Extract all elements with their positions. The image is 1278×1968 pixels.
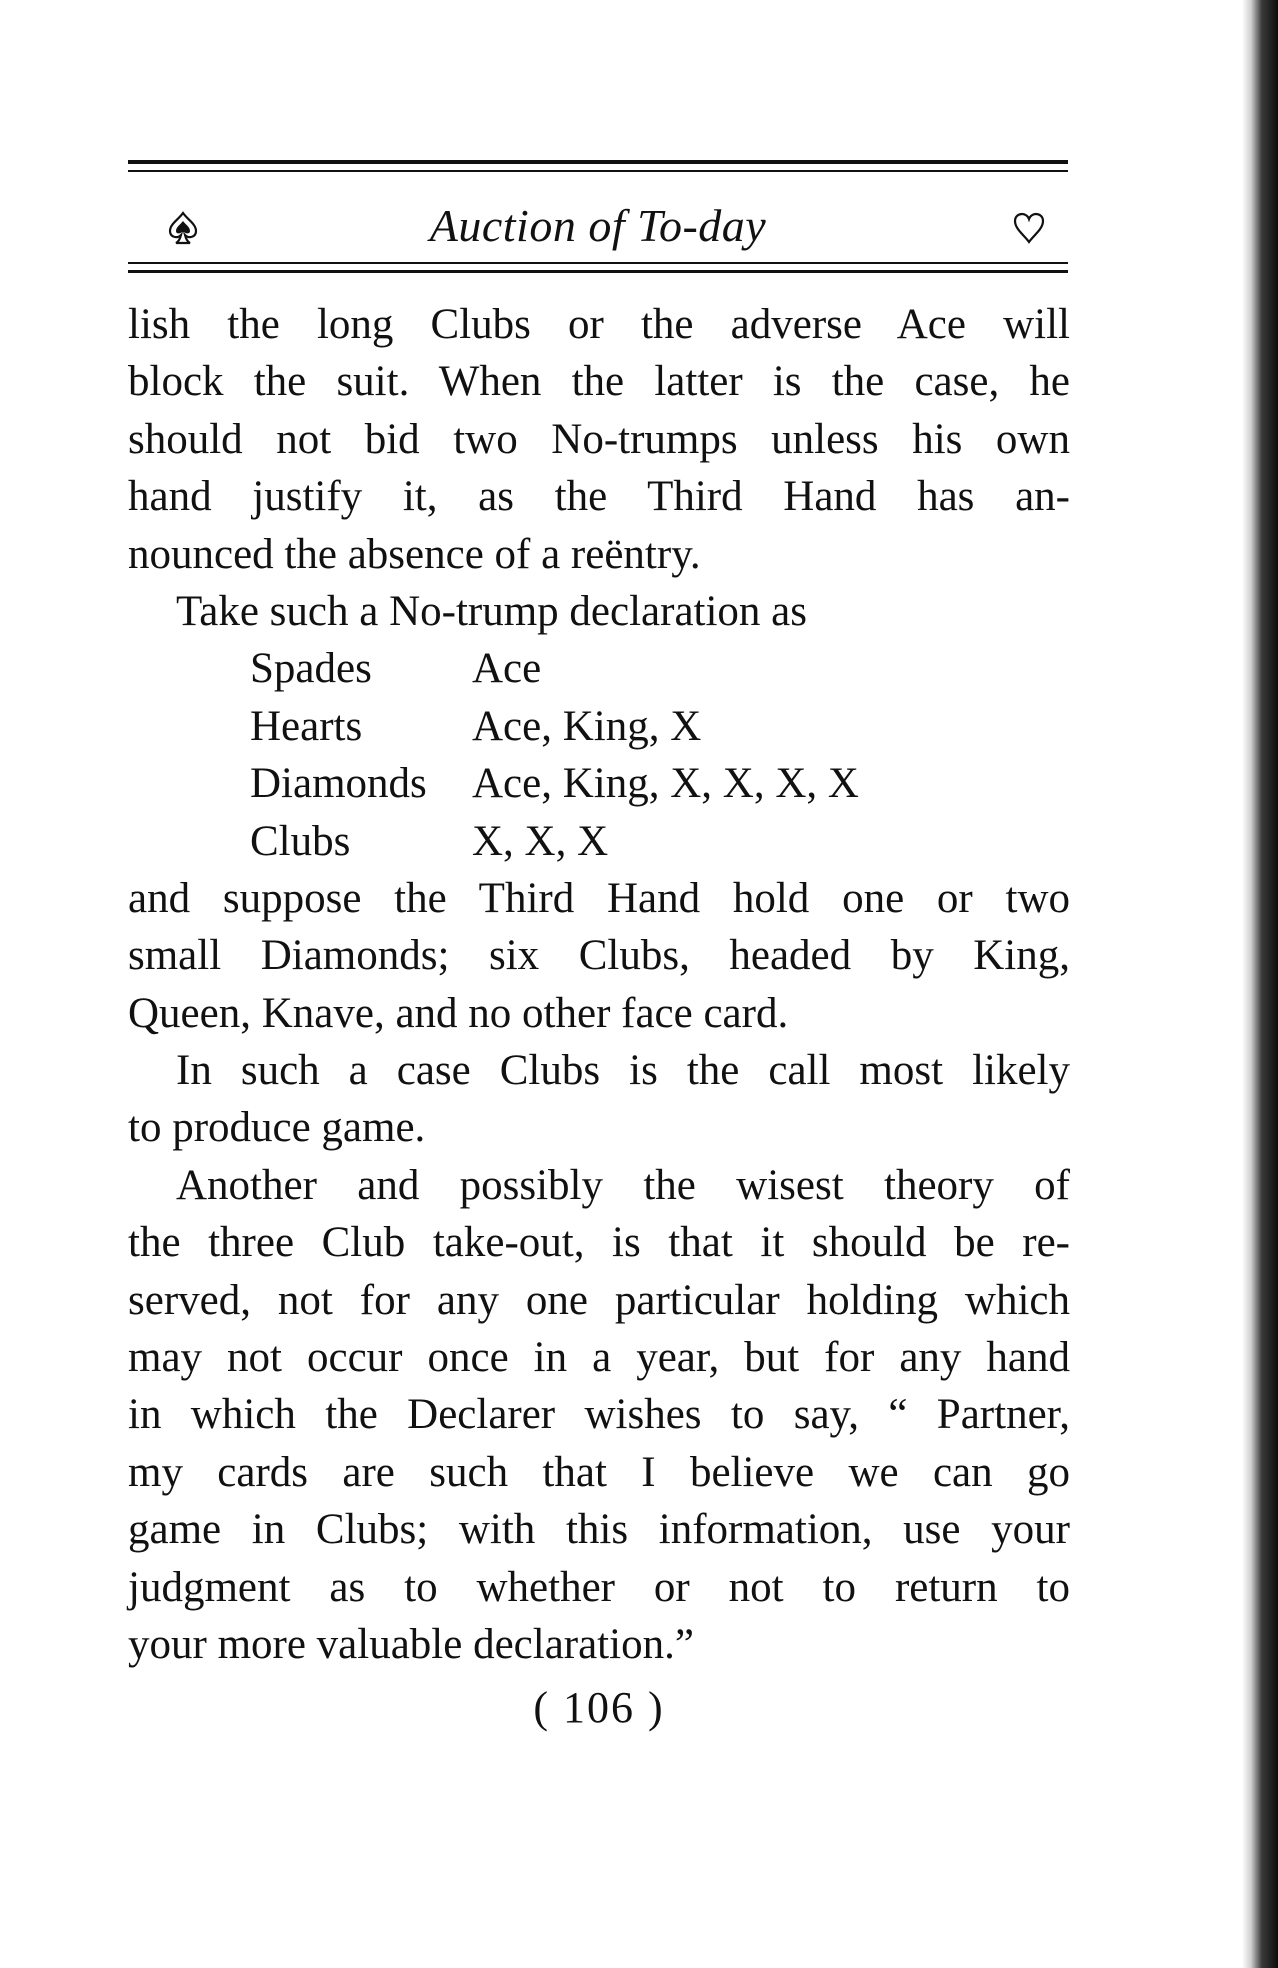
rule-thick	[128, 160, 1068, 164]
header-rule-bottom	[128, 262, 1068, 273]
text-line: game in Clubs; with this information, use your	[128, 1506, 1070, 1554]
hand-row-spades	[128, 640, 1070, 697]
text-line: small Diamonds; six Clubs, headed by King,	[128, 932, 1070, 980]
text-line: lish the long Clubs or the adverse Ace will	[128, 301, 1070, 348]
text-line: in which the Declarer wishes to say, “ Partner,	[128, 1391, 1070, 1439]
text-line: and suppose the Third Hand hold one or two	[128, 874, 1070, 922]
rule-thin	[128, 262, 1068, 264]
hand-cards: Ace, King, X, X, X, X	[472, 760, 859, 808]
rule-thick	[128, 270, 1068, 273]
running-head-title: Auction of To-day	[429, 200, 767, 251]
hand-table	[128, 640, 1070, 870]
hand-row-diamonds	[128, 755, 1070, 812]
running-head	[128, 195, 1068, 265]
text-line: your more valuable declaration.”	[128, 1620, 694, 1668]
text-line: Take such a No-trump declaration as	[176, 587, 807, 635]
text-line: Another and possibly the wisest theory of	[176, 1161, 1070, 1209]
text-line: served, not for any one particular holding which	[128, 1276, 1070, 1324]
hand-suit: Clubs	[250, 817, 351, 865]
text-line: to produce game.	[128, 1104, 426, 1152]
text-line: hand justify it, as the Third Hand has an-	[128, 473, 1070, 521]
header-rule-top	[128, 160, 1068, 172]
hand-cards: X, X, X	[472, 817, 609, 865]
hand-suit: Hearts	[250, 702, 363, 750]
hand-cards: Ace	[472, 645, 542, 693]
text-line: In such a case Clubs is the call most likely	[176, 1047, 1070, 1095]
text-line: judgment as to whether or not to return to	[128, 1563, 1070, 1611]
hand-row-clubs	[128, 813, 1070, 870]
body-text	[128, 296, 1070, 1673]
hand-suit: Diamonds	[250, 760, 427, 808]
text-line: should not bid two No-trumps unless his own	[128, 415, 1070, 463]
hand-row-hearts	[128, 698, 1070, 755]
text-line: my cards are such that I believe we can go	[128, 1448, 1070, 1496]
text-line: Queen, Knave, and no other face card.	[128, 989, 789, 1037]
text-line: may not occur once in a year, but for any hand	[128, 1334, 1070, 1382]
hand-suit: Spades	[250, 645, 372, 693]
text-line: the three Club take-out, is that it should be re-	[128, 1219, 1070, 1267]
hand-cards: Ace, King, X	[472, 702, 702, 750]
heart-icon	[1012, 211, 1046, 245]
text-line: block the suit. When the latter is the case, he	[128, 358, 1070, 406]
page-number: ( 106 )	[533, 1683, 665, 1732]
page-edge-shadow	[1242, 0, 1278, 1968]
text-line: nounced the absence of a reëntry.	[128, 530, 701, 578]
rule-thin	[128, 170, 1068, 172]
